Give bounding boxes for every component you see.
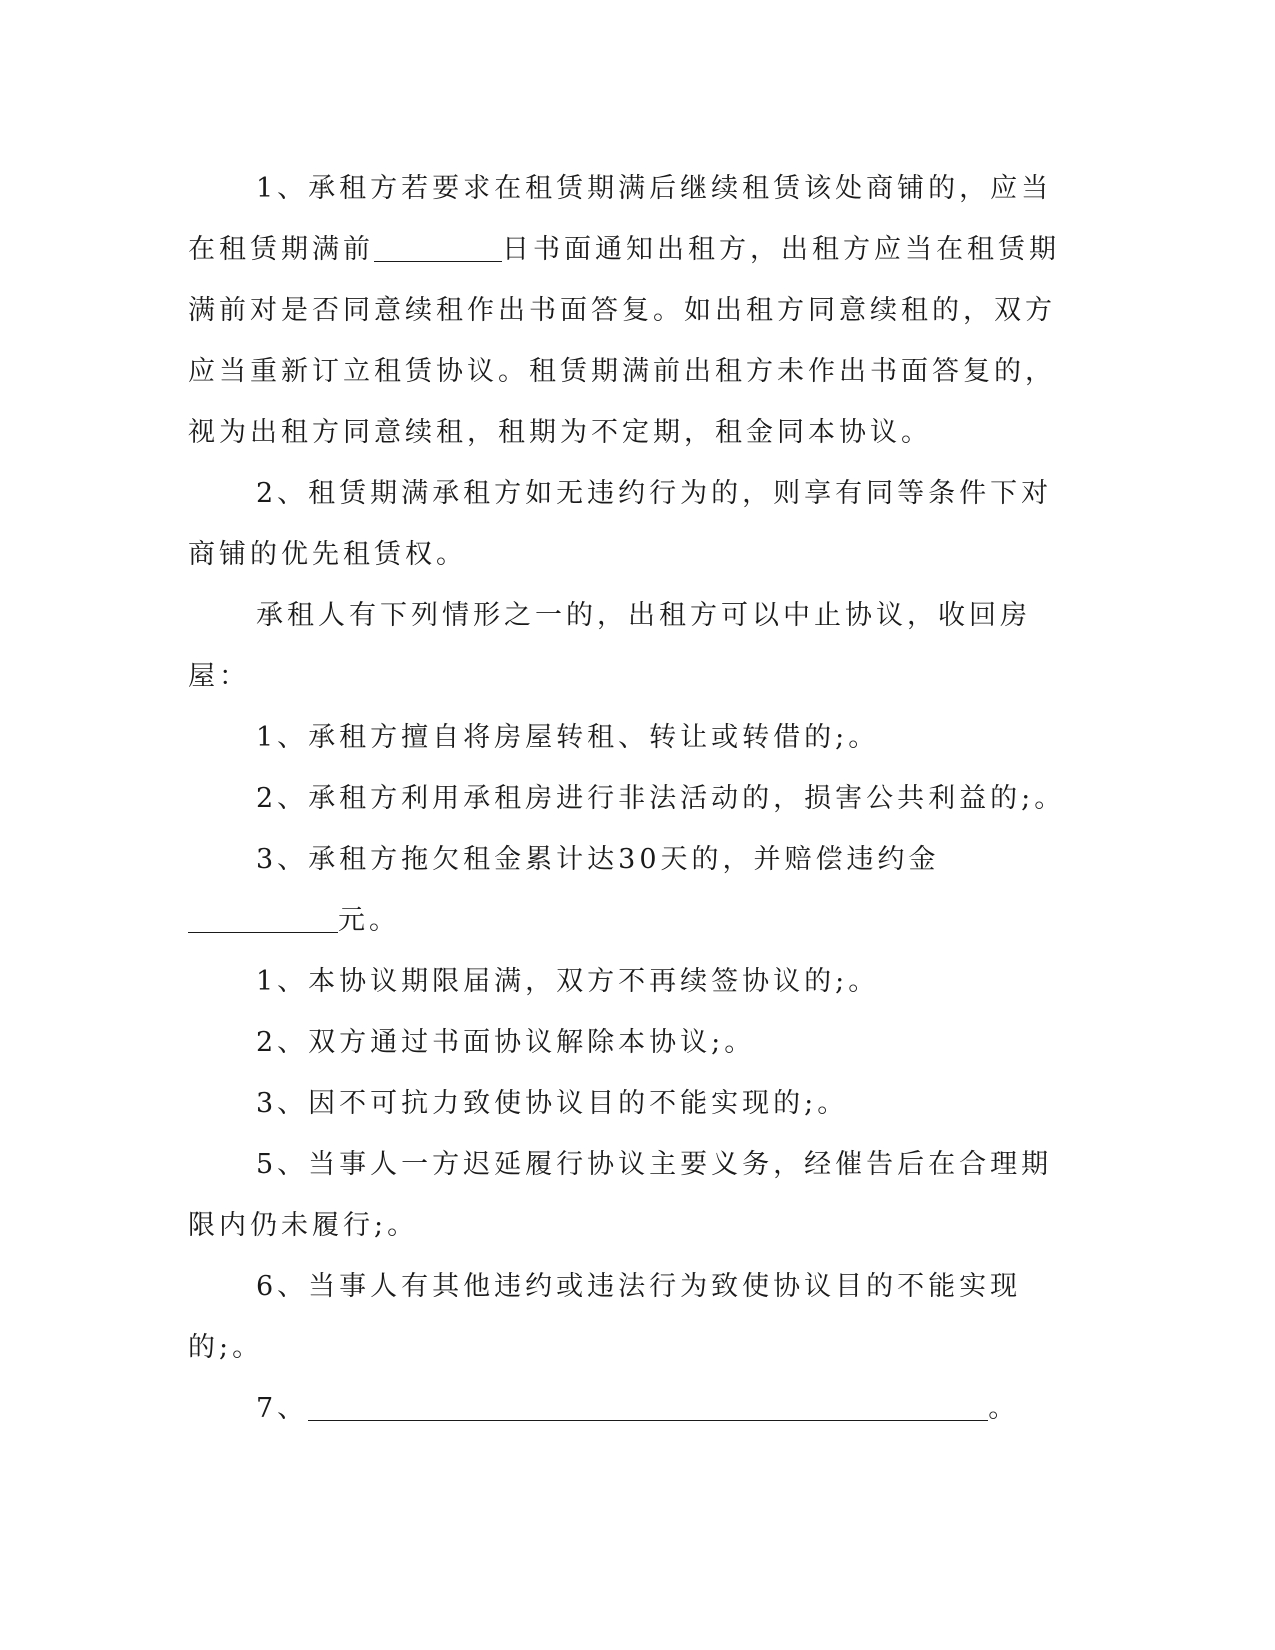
list-item-term-expired: 1、本协议期限届满，双方不再续签协议的;。: [256, 966, 880, 997]
list-item-custom: [188, 1378, 1068, 1439]
paragraph-termination-intro: 承租人有下列情形之一的，出租方可以中止协议，收回房屋：: [188, 600, 1031, 692]
fill-blank-penalty[interactable]: [188, 902, 338, 933]
fill-blank-custom-clause[interactable]: [308, 1390, 988, 1421]
list-item-force-majeure: 3、因不可抗力致使协议目的不能实现的;。: [256, 1088, 849, 1119]
list-item-illegal-activity: 2、承租方利用承租房进行非法活动的，损害公共利益的;。: [256, 783, 1066, 814]
custom-item-number: 7、: [256, 1393, 309, 1424]
paragraph-renewal-text-end: 日书面通知出租方，出租方应当在租赁期满前对是否同意续租作出书面答复。如出租方同意续租的，双方应当重新订立租赁协议。租赁期满前出租方未作出书面答复的，视为出租方同意续租，租期为不定期，租金同本协议。: [188, 234, 1060, 448]
paragraph-renewal: [188, 158, 1068, 463]
fill-blank-days[interactable]: [374, 231, 502, 262]
custom-item-end: 。: [988, 1393, 1020, 1424]
rent-arrears-text-start: 3、承租方拖欠租金累计达30天的，并赔偿违约金: [256, 844, 940, 875]
list-item-sublet: 1、承租方擅自将房屋转租、转让或转借的;。: [256, 722, 880, 753]
list-item-rent-arrears: [188, 829, 1068, 951]
list-item-delayed-performance: 5、当事人一方迟延履行协议主要义务，经催告后在合理期限内仍未履行;。: [188, 1149, 1053, 1241]
paragraph-priority-lease: 2、租赁期满承租方如无违约行为的，则享有同等条件下对商铺的优先租赁权。: [188, 478, 1053, 570]
document-body: [188, 158, 1068, 1439]
list-item-other-breach: 6、当事人有其他违约或违法行为致使协议目的不能实现的;。: [188, 1271, 1022, 1363]
paragraph-renewal-text-start: 1、承租方若要求在租赁期满后继续租赁该处商铺的，应当在租赁期满前: [188, 173, 1053, 265]
rent-arrears-text-end: 元。: [338, 905, 400, 936]
list-item-mutual-termination: 2、双方通过书面协议解除本协议;。: [256, 1027, 756, 1058]
